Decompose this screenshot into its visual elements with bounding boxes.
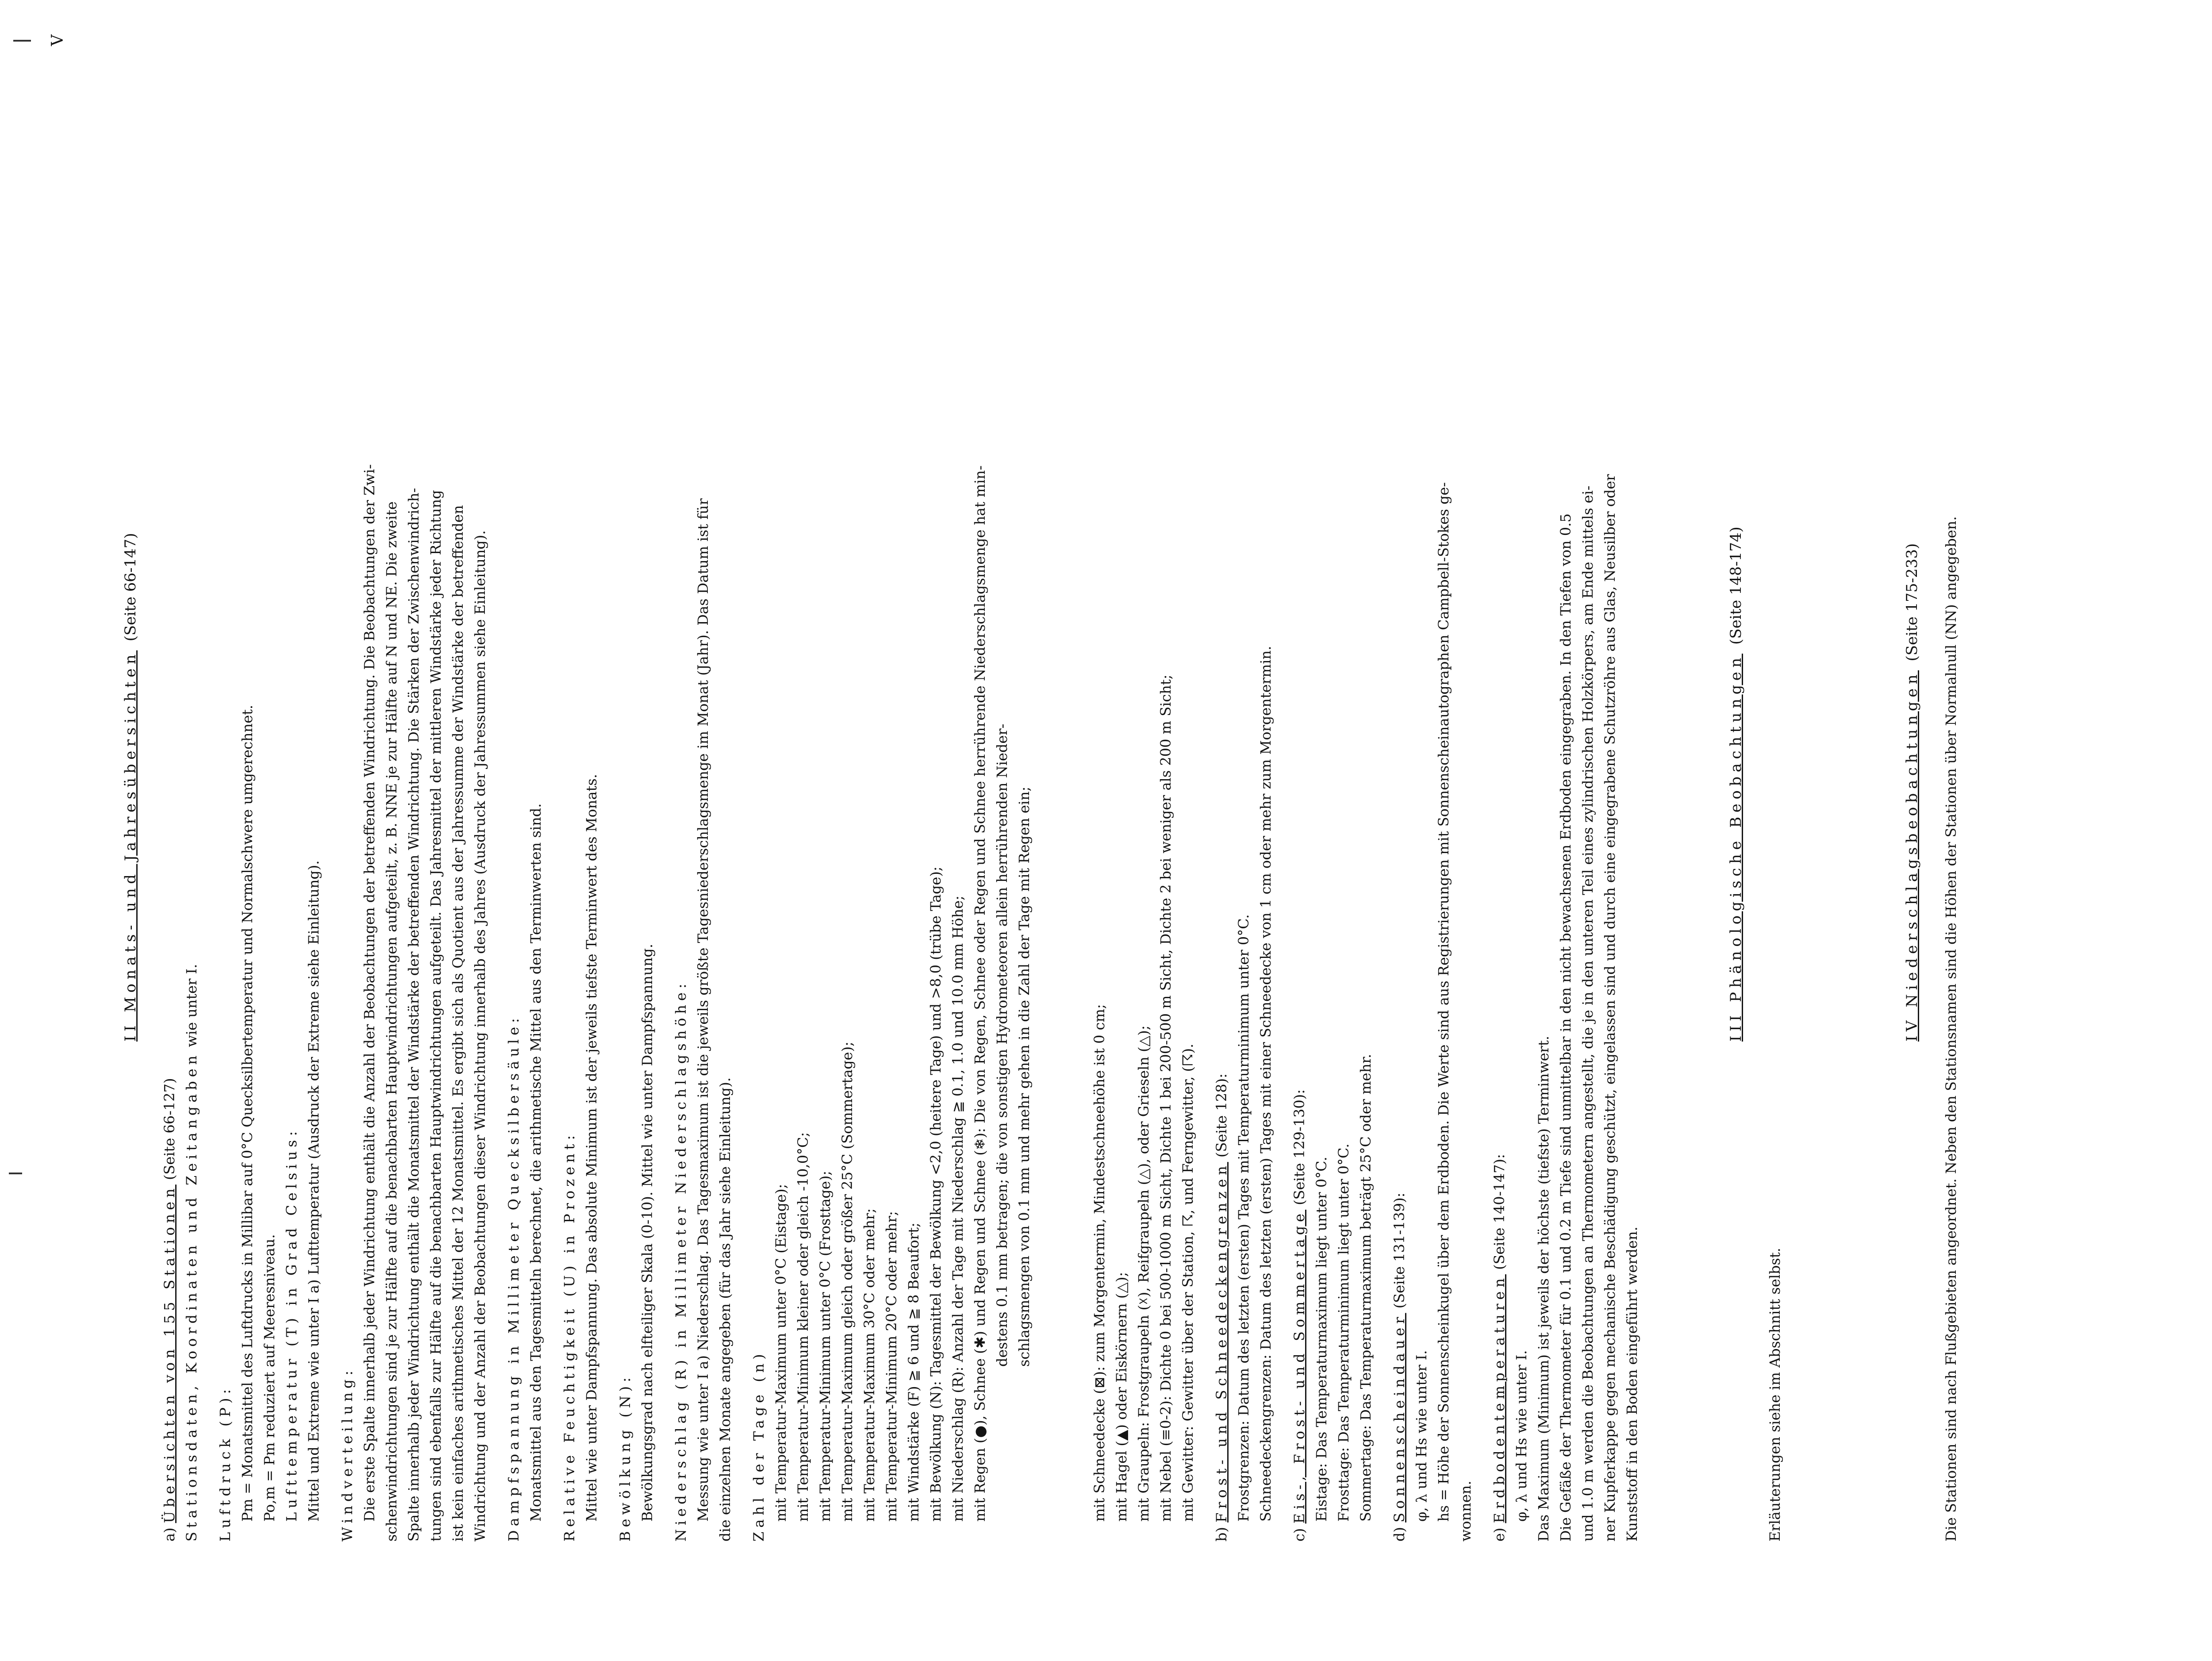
windverteilung-block xyxy=(336,2,491,1542)
luftdruck-title: Luftdruck (P): xyxy=(217,1385,234,1542)
subsection-d-line: hs = Höhe der Sonnenscheinkugel über dem Erdboden. Die Werte sind aus Registrierungen mit Sonnenscheinautographen Campbell-Stokes ge- xyxy=(1435,482,1452,1522)
subsection-a-prefix: a) xyxy=(161,1527,178,1542)
zahl-der-tage-item: mit Windstärke (F) ≧ 6 und ≧ 8 Beaufort; xyxy=(905,1223,922,1522)
subsection-d-pages: (Seite 131-139): xyxy=(1391,1192,1408,1309)
subsection-b-prefix: b) xyxy=(1213,1527,1230,1542)
zahl-der-tage-item: mit Hagel (▲) oder Eiskörnern (△); xyxy=(1113,1272,1130,1522)
section-iv-heading xyxy=(1901,2,1923,1542)
dampfspannung-line: Monatsmittel aus den Tagesmitteln berechnet, die arithmetische Mittel aus den Terminwerten sind. xyxy=(527,803,544,1522)
niederschlag-line: die einzelnen Monate angegeben (für das Jahr siehe Einleitung). xyxy=(717,1077,733,1542)
subsection-e-line: Das Maximum (Minimum) ist jeweils der höchste (tiefste) Terminwert. xyxy=(1535,1036,1552,1542)
subsection-b-line: Frostgrenzen: Datum des letzten (ersten) Tages mit Temperaturminimum unter 0°C. xyxy=(1235,914,1252,1522)
subsection-c xyxy=(1288,2,1377,1542)
windverteilung-line: Windrichtung und der Anzahl der Beobachtungen dieser Windrichtung innerhalb des Jahres (Ausdruck der Jahressummen siehe Einleitung). xyxy=(472,530,488,1542)
subsection-a xyxy=(158,2,203,1542)
subsection-e-line: ner Kupferkappe gegen mechanische Beschädigung geschützt, eingelassen sind und durch eine eingegrabene Schutzröhre aus Glas, Neusilber oder xyxy=(1601,474,1618,1542)
section-iv-title: IV Niederschlagsbeobachtungen xyxy=(1903,670,1921,1042)
zahl-der-tage-block xyxy=(748,2,1199,1542)
niederschlag-title: Niederschlag (R) in Millimeter Niederschlagshöhe: xyxy=(672,980,689,1542)
section-iii-pages: (Seite 148-174) xyxy=(1727,527,1745,645)
subsection-d-line: φ, λ und Hs wie unter I. xyxy=(1413,1350,1430,1522)
section-ii-pages: (Seite 66-147) xyxy=(122,533,139,642)
bewoelkung-line: Bewölkungsgrad nach elfteiliger Skala (0-10). Mittel wie unter Dampfspannung. xyxy=(639,943,656,1522)
section-iv-text: Die Stationen sind nach Flußgebieten angeordnet. Neben den Stationsnamen sind die Höhen der Stationen über Normalnull (NN) angegeben. xyxy=(1943,516,1959,1542)
stationsdaten-suffix: wie unter I. xyxy=(183,964,200,1047)
subsection-b-line: Schneedeckengrenzen: Datum des letzten (ersten) Tages mit einer Schneedecke von 1 cm oder mehr zum Morgentermin. xyxy=(1257,646,1274,1522)
section-iii-heading xyxy=(1725,2,1747,1542)
zahl-der-tage-item: mit Temperatur-Minimum kleiner oder gleich -10,0°C; xyxy=(795,1132,811,1522)
subsection-c-line: Frosttage: Das Temperaturminimum liegt unter 0°C. xyxy=(1335,1143,1352,1522)
feuchtigkeit-title: Relative Feuchtigkeit (U) in Prozent: xyxy=(561,1131,578,1542)
scan-mark xyxy=(9,1173,22,1174)
luftdruck-block xyxy=(214,2,325,1542)
subsection-b-name: Frost- und Schneedeckengrenzen xyxy=(1213,1162,1230,1523)
subsection-a-name: Übersichten von 155 Stationen xyxy=(161,1184,178,1523)
subsection-e-line: Kunststoff in den Boden eingeführt werden. xyxy=(1624,1227,1640,1542)
zahl-der-tage-item: mit Gewitter: Gewitter über der Station, ☈, und Ferngewitter, (☈). xyxy=(1179,1043,1196,1522)
subsection-e-title xyxy=(1488,2,1510,1542)
subsection-e-line: φ, λ und Hs wie unter I. xyxy=(1513,1350,1530,1522)
subsection-c-pages: (Seite 129-130): xyxy=(1291,1089,1308,1205)
luftdruck-line: Po,m = Pm reduziert auf Meeresniveau. xyxy=(261,1234,278,1522)
section-ii-title: II Monats- und Jahresübersichten xyxy=(122,650,139,1042)
stationsdaten-label: Stationsdaten, Koordinaten und Zeitangaben xyxy=(183,1051,200,1542)
subsection-e-line: und 1.0 m werden die Beobachtungen an Thermometern angestellt, die je in den unteren Teil eines zylindrischen Holzkörpers, am Ende mittels ei- xyxy=(1579,485,1596,1542)
subsection-e-pages: (Seite 140-147): xyxy=(1491,1154,1508,1270)
subsection-c-prefix: c) xyxy=(1291,1528,1308,1542)
zahl-der-tage-continuation: schlagsmengen von 0.1 mm und mehr gehen in die Zahl der Tage mit Regen ein; xyxy=(1016,786,1033,1367)
windverteilung-title: Windverteilung: xyxy=(339,1366,356,1542)
subsection-b xyxy=(1210,2,1277,1542)
subsection-d-prefix: d) xyxy=(1391,1527,1408,1542)
windverteilung-line: tungen sind ebenfalls zur Hälfte auf die benachbarten Hauptwindrichtungen aufgeteilt. Das Jahresmittel der mittleren Windstärke jeder Richtung xyxy=(427,490,444,1542)
subsection-d-line: wonnen. xyxy=(1457,1480,1474,1542)
windverteilung-line: ist kein einfaches arithmetisches Mittel der 12 Monatsmittel. Es ergibt sich als Quotient aus der Jahressumme der Windstärke der betreffenden xyxy=(449,505,466,1542)
lufttemperatur-line: Mittel und Extreme wie unter I a) Lufttemperatur (Ausdruck der Extreme siehe Einleitung). xyxy=(305,860,322,1522)
dampfspannung-block xyxy=(503,2,547,1542)
subsection-c-title xyxy=(1288,2,1310,1542)
subsection-e-prefix: e) xyxy=(1491,1527,1508,1542)
feuchtigkeit-block xyxy=(558,2,603,1542)
bewoelkung-title: Bewölkung (N): xyxy=(617,1373,634,1542)
subsection-b-pages: (Seite 128): xyxy=(1213,1073,1230,1158)
niederschlag-line: Messung wie unter I a) Niederschlag. Das Tagesmaximum ist die jeweils größte Tagesniederschlagsmenge im Monat (Jahr). Das Datum ist für xyxy=(695,498,711,1522)
zahl-der-tage-item: mit Graupeln: Frostgraupeln (☓), Reifgraupeln (△), oder Grieseln (△); xyxy=(1135,1025,1152,1522)
subsection-e-name: Erdbodentemperaturen xyxy=(1491,1274,1508,1523)
zahl-der-tage-item: mit Temperatur-Maximum 30°C oder mehr; xyxy=(861,1208,878,1522)
zahl-der-tage-item: mit Schneedecke (⊠): zum Morgentermin, Mindestschneehöhe ist 0 cm; xyxy=(1091,1004,1108,1522)
bewoelkung-block xyxy=(614,2,658,1542)
content-column xyxy=(119,2,1962,1542)
luftdruck-line: Pm = Monatsmittel des Luftdrucks in Millibar auf 0°C Quecksilbertemperatur und Normalschwere umgerechnet. xyxy=(239,704,256,1522)
scan-mark xyxy=(13,40,31,42)
subsection-a-title xyxy=(158,2,180,1542)
zahl-der-tage-item: mit Temperatur-Minimum unter 0°C (Frosttage); xyxy=(817,1170,833,1522)
zahl-der-tage-item: mit Bewölkung (N): Tagesmittel der Bewölkung <2,0 (heitere Tage) und >8,0 (trübe Tage); xyxy=(927,866,944,1522)
subsection-d xyxy=(1388,2,1477,1542)
stationsdaten-line xyxy=(180,2,203,1542)
dampfspannung-title: Dampfspannung in Millimeter Quecksilbersäule: xyxy=(505,1014,522,1542)
zahl-der-tage-item: mit Temperatur-Minimum 20°C oder mehr; xyxy=(883,1211,900,1522)
section-iii-title: III Phänologische Beobachtungen xyxy=(1727,654,1745,1042)
zahl-der-tage-item: mit Temperatur-Maximum unter 0°C (Eistage); xyxy=(772,1184,789,1522)
zahl-der-tage-item: mit Nebel (≡0-2): Dichte 0 bei 500-1000 m Sicht, Dichte 1 bei 200-500 m Sicht, Dichte 2 bei weniger als 200 m Sicht; xyxy=(1157,674,1174,1522)
page-number: V xyxy=(49,35,67,46)
section-iii-text: Erläuterungen siehe im Abschnitt selbst. xyxy=(1767,1248,1783,1542)
feuchtigkeit-line: Mittel wie unter Dampfspannung. Das absolute Minimum ist der jeweils tiefste Terminwert des Monats. xyxy=(583,774,600,1522)
spacer xyxy=(1035,2,1088,1542)
niederschlag-block xyxy=(670,2,736,1542)
section-ii-heading xyxy=(119,2,142,1542)
subsection-c-line: Sommertage: Das Temperaturmaximum beträgt 25°C oder mehr. xyxy=(1357,1054,1374,1522)
windverteilung-line: Die erste Spalte innerhalb jeder Windrichtung enthält die Anzahl der Beobachtungen der betreffenden Windrichtung. Die Beobachtungen der Zwi- xyxy=(361,464,378,1522)
windverteilung-line: Spalte innerhalb jeder Windrichtung enthält die Monatsmittel der Windstärke der betreffenden Windrichtung. Die Stärken der Zwischenwindrich- xyxy=(405,488,422,1542)
subsection-e-line: Die Gefäße der Thermometer für 0.1 und 0.2 m Tiefe sind unmittelbar in den nicht bewachsenen Erdboden eingegraben. In den Tiefen von 0.5 xyxy=(1557,513,1574,1542)
subsection-e xyxy=(1488,2,1643,1542)
zahl-der-tage-title: Zahl der Tage (n) xyxy=(750,1350,767,1542)
zahl-der-tage-item: mit Regen (●), Schnee (✱) und Regen und Schnee (❄): Die von Regen, Schnee oder Regen und Schnee herrührende Niederschlagsmenge hat min- xyxy=(972,465,988,1522)
subsection-d-title xyxy=(1388,2,1410,1542)
subsection-b-title xyxy=(1210,2,1233,1542)
subsection-c-line: Eistage: Das Temperaturmaximum liegt unter 0°C. xyxy=(1313,1157,1330,1522)
zahl-der-tage-continuation: destens 0.1 mm betragen; die von sonstigen Hydrometeoren allein herrührenden Nieder- xyxy=(994,723,1010,1367)
subsection-c-name: Eis-, Frost- und Sommertage xyxy=(1291,1209,1308,1524)
windverteilung-line: schenwindrichtungen sind je zur Hälfte auf die benachbarten Hauptwindrichtungen aufgeteilt, z. B. NNE je zur Hälfte auf N und NE. Die zweite xyxy=(383,501,400,1542)
subsection-d-name: Sonnenscheindauer xyxy=(1391,1313,1408,1523)
lufttemperatur-title: Lufttemperatur (T) in Grad Celsius: xyxy=(283,1127,300,1522)
subsection-a-pages: (Seite 66-127) xyxy=(161,1078,178,1180)
zahl-der-tage-item: mit Temperatur-Maximum gleich oder größer 25°C (Sommertage); xyxy=(839,1042,856,1522)
section-iv-pages: (Seite 175-233) xyxy=(1903,543,1921,661)
zahl-der-tage-item: mit Niederschlag (R): Anzahl der Tage mit Niederschlag ≧ 0.1, 1.0 und 10.0 mm Höhe; xyxy=(949,896,966,1522)
